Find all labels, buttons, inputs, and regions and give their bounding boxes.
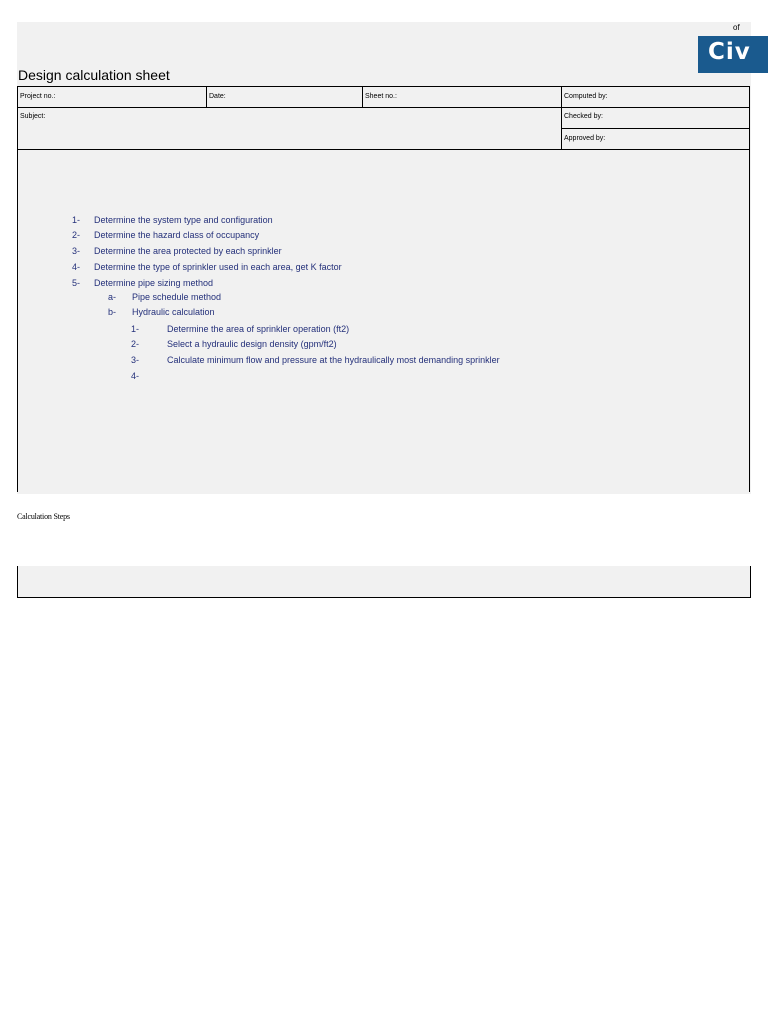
- grid-line: [561, 87, 562, 149]
- header-grid: [17, 86, 750, 492]
- of-label: of: [733, 23, 740, 32]
- grid-line: [18, 149, 749, 150]
- subject-label: Subject:: [20, 113, 46, 120]
- method-text: Pipe schedule method: [132, 292, 222, 302]
- calculation-box: [17, 566, 751, 598]
- date-label: Date:: [209, 93, 226, 100]
- grid-line: [362, 87, 363, 107]
- logo-text: Civ: [708, 39, 751, 65]
- logo: [698, 36, 768, 73]
- grid-line: [562, 128, 749, 129]
- step-number: 1-: [72, 215, 81, 225]
- computed-by-label: Computed by:: [564, 93, 608, 100]
- step-text: Determine pipe sizing method: [94, 278, 214, 288]
- step-number: 5-: [72, 278, 81, 288]
- method-letter: b-: [108, 307, 117, 317]
- checked-by-label: Checked by:: [564, 113, 603, 120]
- step-number: 2-: [72, 230, 81, 240]
- step-number: 4-: [72, 262, 81, 272]
- hydraulic-step-number: 3-: [131, 355, 140, 365]
- sheet-no-label: Sheet no.:: [365, 93, 397, 100]
- grid-line: [18, 107, 749, 108]
- hydraulic-step-text: Calculate minimum flow and pressure at the hydraulically most demanding sprinkler: [167, 355, 500, 365]
- calculation-steps-label: Calculation Steps: [17, 512, 70, 521]
- hydraulic-step-number: 4-: [131, 371, 140, 381]
- method-text: Hydraulic calculation: [132, 307, 215, 317]
- step-text: Determine the area protected by each sprinkler: [94, 246, 282, 256]
- hydraulic-step-number: 2-: [131, 339, 140, 349]
- step-text: Determine the system type and configuration: [94, 215, 273, 225]
- hydraulic-step-text: Determine the area of sprinkler operation (ft2): [167, 324, 350, 334]
- method-letter: a-: [108, 292, 117, 302]
- step-number: 3-: [72, 246, 81, 256]
- hydraulic-step-text: Select a hydraulic design density (gpm/ft2): [167, 339, 337, 349]
- step-text: Determine the type of sprinkler used in each area, get K factor: [94, 262, 342, 272]
- hydraulic-step-number: 1-: [131, 324, 140, 334]
- grid-line: [206, 87, 207, 107]
- sheet-title: Design calculation sheet: [18, 67, 170, 83]
- project-no-label: Project no.:: [20, 93, 56, 100]
- step-text: Determine the hazard class of occupancy: [94, 230, 260, 240]
- approved-by-label: Approved by:: [564, 135, 606, 142]
